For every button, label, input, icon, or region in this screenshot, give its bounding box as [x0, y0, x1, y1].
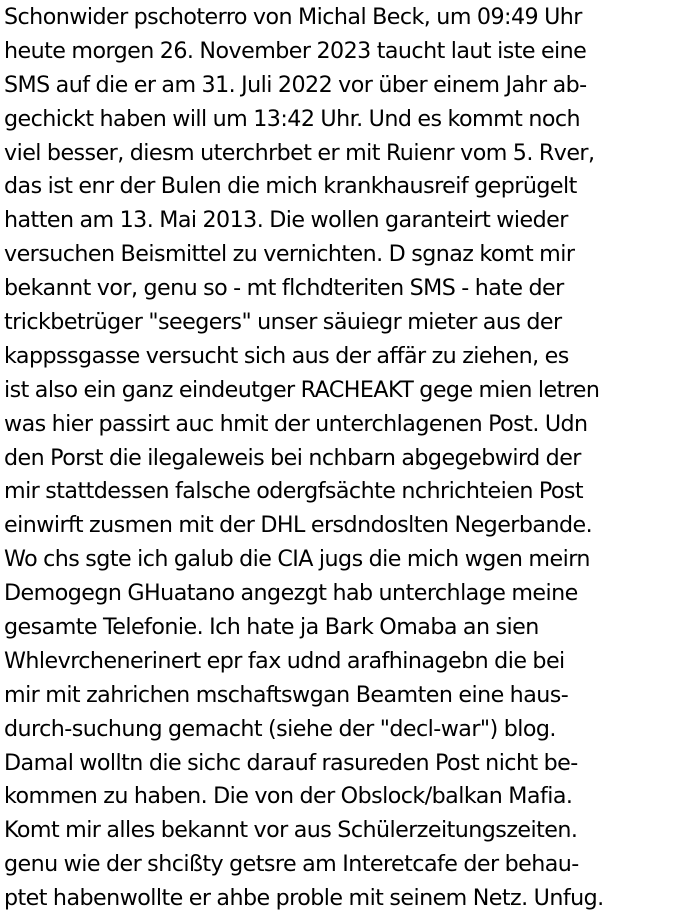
text-line: mir mit zahrichen mschaftswgan Beamten eine haus-	[4, 681, 569, 708]
text-line: genu wie der shcißty getsre am Interetcafe der behau-	[4, 851, 579, 878]
text-line: ptet habenwollte er ahbe proble mit seinem Netz. Unfug.	[4, 885, 604, 912]
text-line: Schonwider pschoterro von Michal Beck, um 09:49 Uhr	[4, 4, 582, 30]
text-line: kappssgasse versucht sich aus der affär zu ziehen, es	[4, 342, 569, 369]
text-line: versuchen Beismittel zu vernichten. D sgnaz komt mir	[4, 241, 575, 268]
text-line: Demogegn GHuatano angezgt hab unterchlage meine	[4, 580, 578, 607]
text-line: hatten am 13. Mai 2013. Die wollen garanteirt wieder	[4, 207, 568, 234]
text-line: durch-suchung gemacht (siehe der "decl-war") blog.	[4, 715, 556, 742]
text-line: bekannt vor, genu so - mt flchdteriten SMS - hate der	[4, 275, 564, 302]
text-line: SMS auf die er am 31. Juli 2022 vor über einem Jahr ab-	[4, 71, 587, 98]
text-line: kommen zu haben. Die von der Obslock/balkan Mafia.	[4, 783, 573, 810]
text-line: Komt mir alles bekannt vor aus Schülerzeitungszeiten.	[4, 817, 578, 844]
body-text	[4, 1, 682, 916]
text-line: Whlevrchenerinert epr fax udnd arafhinagebn die bei	[4, 647, 565, 674]
text-line: einwirft zusmen mit der DHL ersdndoslten Negerbande.	[4, 512, 593, 539]
text-line: heute morgen 26. November 2023 taucht laut iste eine	[4, 37, 587, 64]
text-line: Damal wolltn die sichc darauf rasureden Post nicht be-	[4, 749, 578, 776]
text-line: den Porst die ilegaleweis bei nchbarn abgegebwird der	[4, 444, 581, 471]
text-line: viel besser, diesm uterchrbet er mit Ruienr vom 5. Rver,	[4, 139, 595, 166]
text-line: trickbetrüger "seegers" unser säuiegr mieter aus der	[4, 309, 562, 336]
text-line: ist also ein ganz eindeutger RACHEAKT gege mien letren	[4, 376, 600, 403]
text-line: was hier passirt auc hmit der unterchlagenen Post. Udn	[4, 410, 588, 437]
text-line: gesamte Telefonie. Ich hate ja Bark Omaba an sien	[4, 614, 539, 641]
text-line: das ist enr der Bulen die mich krankhausreif geprügelt	[4, 173, 577, 200]
text-line: gechickt haben will um 13:42 Uhr. Und es kommt noch	[4, 105, 581, 132]
text-line: Wo chs sgte ich galub die CIA jugs die mich wgen meirn	[4, 546, 590, 573]
text-line: mir stattdessen falsche odergfsächte nchrichteien Post	[4, 478, 584, 505]
